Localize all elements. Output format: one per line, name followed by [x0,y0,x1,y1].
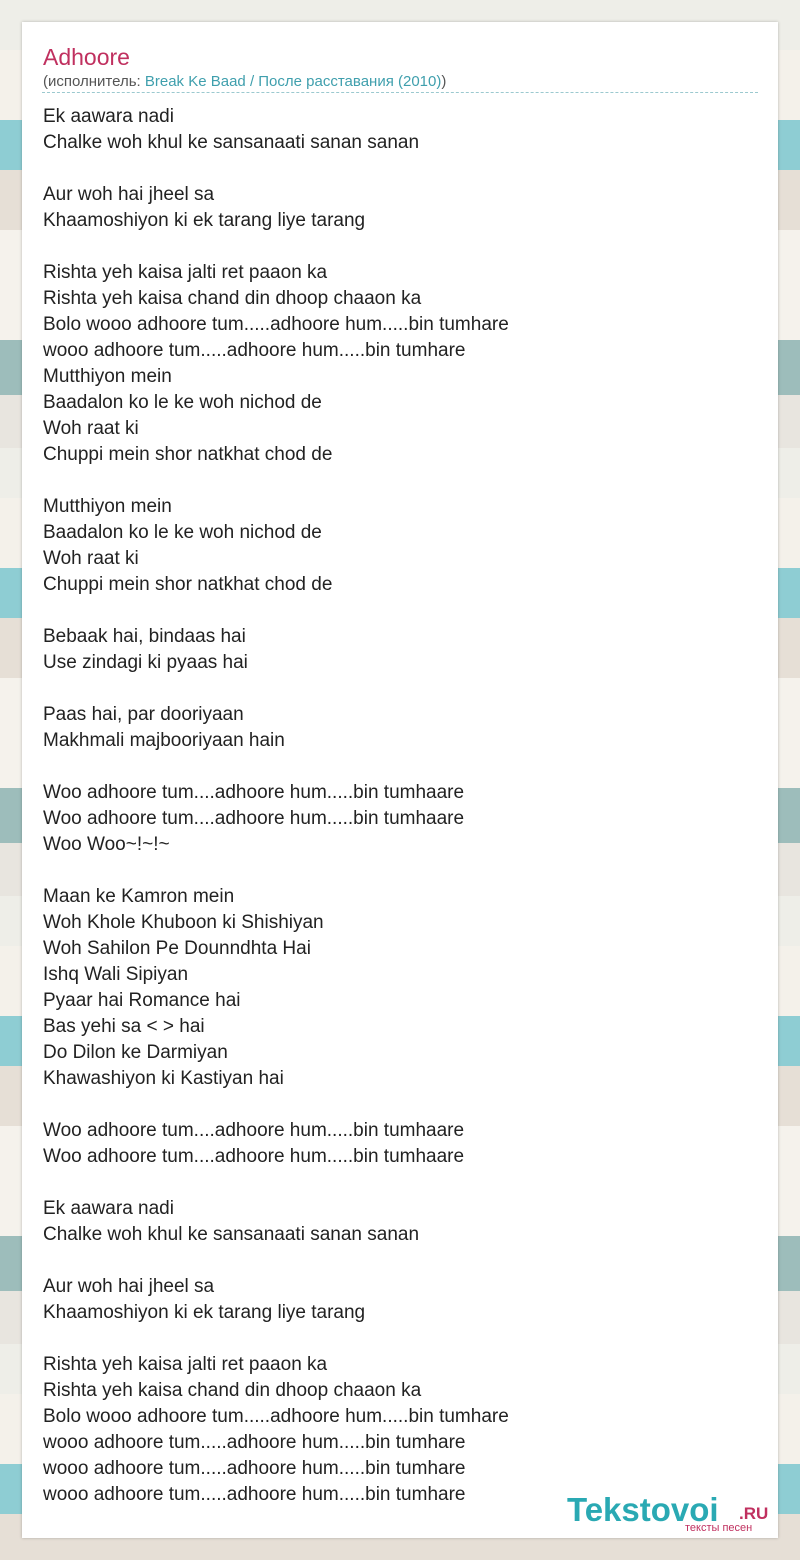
lyrics-card [22,22,778,1538]
logo-subtitle: тексты песен [685,1522,753,1534]
logo-tld: .RU [739,1504,769,1523]
site-logo[interactable] [567,1492,777,1532]
header-divider [42,92,758,93]
song-title: Adhoore [43,44,130,70]
performer-line [43,73,446,91]
performer-suffix: ) [441,73,447,90]
performer-link[interactable]: Break Ke Baad / После расставания (2010) [144,73,442,90]
performer-prefix: (исполнитель: [43,73,145,90]
logo-name: Tekstovoi [567,1491,719,1528]
lyrics-text: Ek aawara nadi Chalke woh khul ke sansanaati sanan sanan Aur woh hai jheel sa Khaamoshiyon ki ek tarang liye tarang Rishta yeh kaisa jalti ret paaon ka Rishta yeh kaisa chand din dhoop chaaon ka Bolo wooo adhoore tum.....adhoore hum.....bin tumhare wooo adhoore tum.....adhoore hum.....bin tumhare Mutthiyon mein Baadalon ko le ke woh nichod de Woh raat ki Chuppi mein shor natkhat chod de Mutthiyon mein Baadalon ko le ke woh nichod de Woh raat ki Chuppi mein shor natkhat chod de Bebaak hai, bindaas hai Use zindagi ki pyaas hai Paas hai, par dooriyaan Makhmali majbooriyaan hain Woo adhoore tum....adhoore hum.....bin tumhaare Woo adhoore tum....adhoore hum.....bin tumhaare Woo Woo~!~!~ Maan ke Kamron mein Woh Khole Khuboon ki Shishiyan Woh Sahilon Pe Dounndhta Hai Ishq Wali Sipiyan Pyaar hai Romance hai Bas yehi sa < > hai Do Dilon ke Darmiyan Khawashiyon ki Kastiyan hai Woo adhoore tum....adhoore hum.....bin tumhaare Woo adhoore tum....adhoore hum.....bin tumhaare Ek aawara nadi Chalke woh khul ke sansanaati sanan sanan Aur woh hai jheel sa Khaamoshiyon ki ek tarang liye tarang Rishta yeh kaisa jalti ret paaon ka Rishta yeh kaisa chand din dhoop chaaon ka Bolo wooo adhoore tum.....adhoore hum.....bin tumhare wooo adhoore tum.....adhoore hum.....bin tumhare wooo adhoore tum.....adhoore hum.....bin tumhare wooo adhoore tum.....adhoore hum.....bin tumhare [43,106,509,1505]
